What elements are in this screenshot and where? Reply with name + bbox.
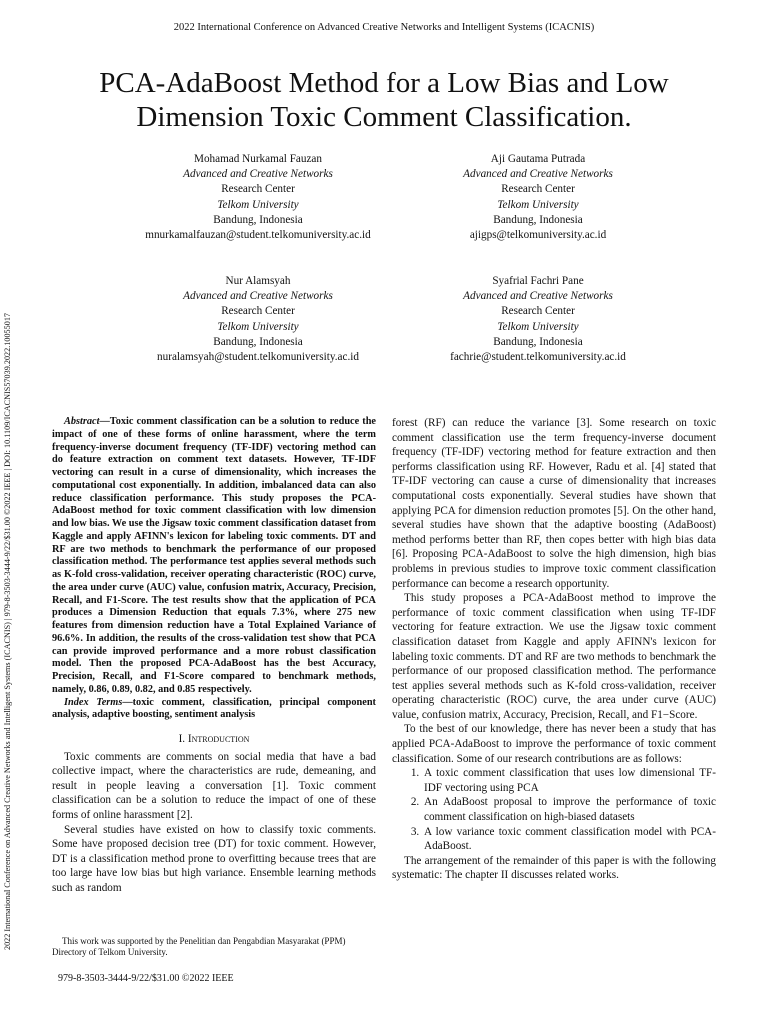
author-university: Telkom University [497,320,579,333]
author-name: Nur Alamsyah [225,275,291,287]
list-item: 2. An AdaBoost proposal to improve the performance of toxic comment classification on high-biased datasets [422,795,716,824]
author-affiliation: Advanced and Creative Networks [463,168,613,181]
author-city: Bandung, Indonesia [213,335,303,348]
abstract-lead: Abstract [64,416,100,427]
author-university: Telkom University [217,198,299,211]
author-university: Telkom University [497,198,579,211]
paragraph: To the best of our knowledge, there has never been a study that has applied PCA-AdaBoost to improve the performance of toxic comment classification. Some of our research contributions are as follows: [392,723,716,765]
paragraph: The arrangement of the remainder of this paper is with the following systematic: The chapter II discusses related works. [392,854,716,882]
index-terms-text: —toxic comment, classification, principal component analysis, adaptive boosting, sentiment analysis [52,696,376,721]
author-affiliation: Advanced and Creative Networks [463,290,613,303]
copyright-line: 979-8-3503-3444-9/22/$31.00 ©2022 IEEE [58,973,234,984]
index-terms-lead: Index Terms [64,696,123,708]
author-university: Telkom University [217,320,299,333]
author-department: Research Center [501,183,575,196]
author-email: nuralamsyah@student.telkomuniversity.ac.id [157,351,359,364]
contributions-list [392,766,716,854]
doi-sidebar: 2022 International Conference on Advanced Creative Networks and Intelligent Systems (ICACNIS) | 979-8-3503-3444-9/22/$31.00 ©2022 IEEE | DOI: 10.1109/ICACNIS57039.2022.10055017 [3,312,12,950]
author-email: ajigps@telkomuniversity.ac.id [469,229,607,242]
paragraph: This study proposes a PCA-AdaBoost method to improve the performance of toxic comment classification when using TF-IDF vectoring for feature extraction. We use the Jigsaw toxic comment classification dataset from Kaggle and apply AFINN's lexicon for labeling toxic comments. DT and RF are two methods to benchmark the performance of our proposed classification method. The performance test applies several methods such as K-fold cross-validation, receiver operating characteristic (ROC) curve, the area under curve (AUC) value, confusion matrix, Accuracy, Precision, Recall, and F1−Score. [392,592,716,721]
paragraph: Toxic comments are comments on social media that have a bad collective impact, where the characteristics are rude, demeaning, and result in people leaving a conversation [1]. Toxic comment classification can be a solution to reduce the impact of one of these forms of online harassment [2]. [52,750,376,821]
abstract-text: —Toxic comment classification can be a solution to reduce the impact of one of these forms of online harassment, where the term frequency-inverse document frequency (TF-IDF) vectoring method can do feature extraction on comment text datasets. However, TF-IDF vectoring can result in a curse of dimensionality, which increases the computational cost exponentially. In addition, imbalanced data can also reduce classification performance. This study proposes the PCA-AdaBoost method for toxic comment classification with low dimension and low bias. We use the Jigsaw toxic comment classification dataset from Kaggle and apply AFINN's lexicon for labeling toxic comments. DT and RF are two methods to benchmark the performance of our proposed classification method. The performance test applies several methods such as K-fold cross-validation, receiver operating characteristic (ROC) curve, the area under curve (AUC) value, confusion matrix, Accuracy, Precision, Recall, and F1-Score. The test results show that the application of PCA produces a Dimension Reduction that equals 7.3%, where 275 new features from dimension reduction have a Total Explained Variance of 96.6%. In addition, the results of the cross-validation test show that PCA can provide improved performance and a more robust classification model. Then the proposed PCA-AdaBoost has the best Accuracy, Precision, Recall, and F1-Score compared to benchmark methods, namely, 0.86, 0.89, 0.82, and 0.85 respectively. [52,416,376,695]
author-name: Syafrial Fachri Pane [492,275,584,287]
paragraph: forest (RF) can reduce the variance [3]. Some research on toxic comment classification use the term frequency-inverse document frequency (TF-IDF) vectoring method for feature extraction and then performs classification using RF. However, Radu et al. [4] stated that TF-IDF vectoring can cause a curse of dimensionality that increases computational costs exponentially. Several studies have shown that applying PCA for dimension reduction promotes [5]. On the other hand, several studies have shown that the adaptive boosting (AdaBoost) method performs better than RF, then copes better with high bias data [6]. Proposing PCA-AdaBoost to solve the high dimension, high bias problems in previous studies to improve toxic comment classification performance can become a research opportunity. [392,417,716,590]
author-name: Mohamad Nurkamal Fauzan [194,153,322,165]
footnote: This work was supported by the Penelitian dan Pengabdian Masyarakat (PPM) Directory of Telkom University. [52,936,346,957]
right-column [392,416,716,883]
paragraph: Several studies have existed on how to classify toxic comments. Some have proposed decision tree (DT) for toxic comment. However, DT is a classification method prone to overfitting because trees that are too large have low bias but high variance. Ensemble learning methods such as random [52,823,376,894]
author-email: mnurkamalfauzan@student.telkomuniversity.ac.id [145,229,371,242]
list-item: 1. A toxic comment classification that uses low dimensional TF-IDF vectoring using PCA [422,766,716,795]
author-city: Bandung, Indonesia [493,335,583,348]
author-email: fachrie@student.telkomuniversity.ac.id [450,351,626,364]
author-department: Research Center [221,305,295,318]
author-affiliation: Advanced and Creative Networks [183,290,333,303]
index-terms [52,697,376,723]
abstract [52,416,376,697]
left-column [52,416,376,896]
author-block [108,274,408,365]
author-name: Aji Gautama Putrada [490,153,586,165]
author-department: Research Center [221,183,295,196]
author-department: Research Center [501,305,575,318]
author-affiliation: Advanced and Creative Networks [183,168,333,181]
author-city: Bandung, Indonesia [213,213,303,226]
author-block [388,152,688,243]
author-block [108,152,408,243]
list-item: 3. A low variance toxic comment classification model with PCA-AdaBoost. [422,825,716,854]
author-block [388,274,688,365]
paper-title: PCA-AdaBoost Method for a Low Bias and Low Dimension Toxic Comment Classification. [99,67,669,133]
section-heading: I. Introduction [178,733,250,745]
conference-header: 2022 International Conference on Advanced Creative Networks and Intelligent Systems (ICACNIS) [173,22,595,33]
author-city: Bandung, Indonesia [493,213,583,226]
